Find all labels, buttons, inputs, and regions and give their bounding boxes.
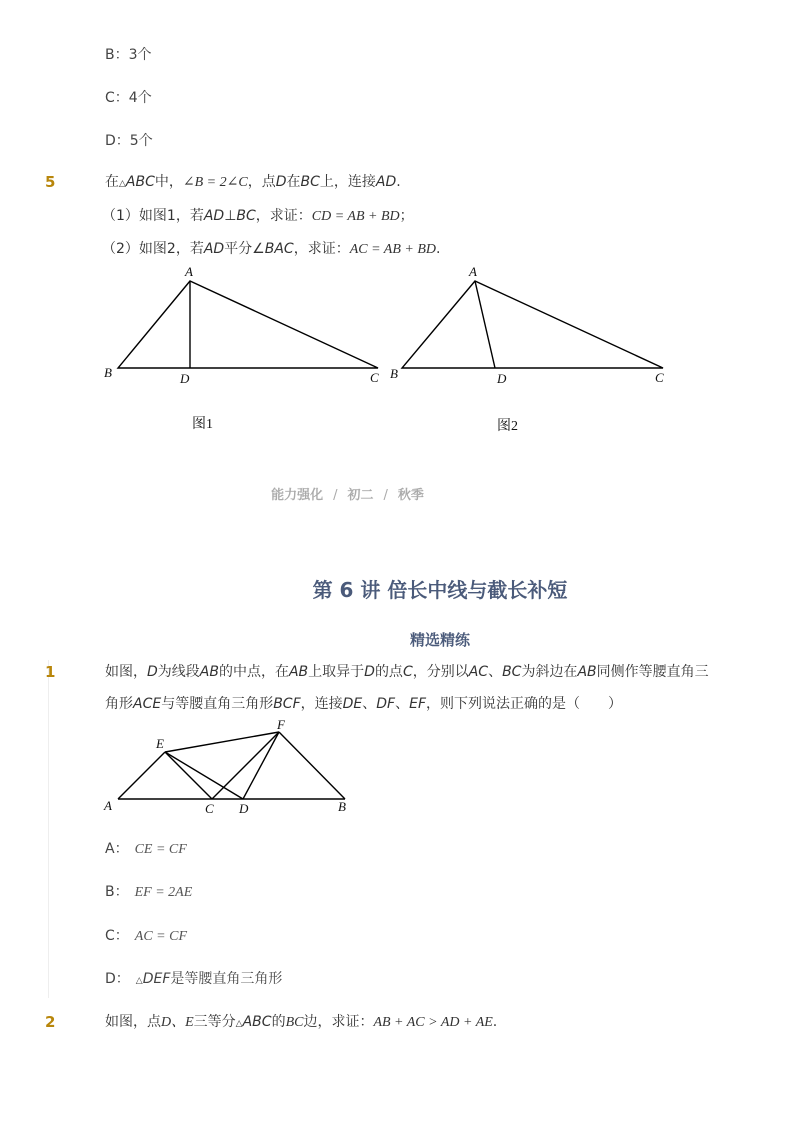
label-a: A <box>469 264 477 279</box>
question-number: 1 <box>45 663 56 681</box>
figure-2 <box>385 262 675 392</box>
question-stem: 在△ABC中，∠B = 2∠C，点D在BC上，连接AD. <box>105 174 401 190</box>
figure-1-caption: 图1 <box>192 417 213 432</box>
label-b: B <box>104 365 112 380</box>
option-b[interactable]: B： EF = 2AE <box>105 884 193 900</box>
section-title: 精选精练 <box>409 631 470 649</box>
question-stem-line-2: 角形ACE与等腰直角三角形BCF，连接DE、DF、EF，则下列说法正确的是（ ） <box>105 696 623 712</box>
label-b: B <box>390 366 398 381</box>
option-c[interactable]: C：4个 <box>105 90 152 106</box>
question-1-figure <box>100 715 360 820</box>
label-c: C <box>655 370 664 385</box>
question-number: 5 <box>45 173 56 191</box>
label-c: C <box>205 801 214 816</box>
label-c: C <box>370 370 379 385</box>
figure-1 <box>100 262 390 392</box>
question-part-1: （1）如图1，若AD⊥BC，求证：CD = AB + BD； <box>102 208 414 224</box>
label-d: D <box>497 371 507 386</box>
label-a: A <box>104 798 112 813</box>
label-d: D <box>180 371 190 386</box>
option-d[interactable]: D：5个 <box>105 133 153 149</box>
question-part-2: （2）如图2，若AD平分∠BAC，求证：AC = AB + BD. <box>102 241 441 257</box>
lecture-title: 第 6 讲 倍长中线与截长补短 <box>312 578 568 602</box>
question-number: 2 <box>45 1013 56 1031</box>
label-a: A <box>185 264 193 279</box>
option-a[interactable]: A： CE = CF <box>105 841 187 857</box>
figure-2-caption: 图2 <box>497 419 518 434</box>
label-b: B <box>338 799 346 814</box>
question-stem: 如图，点D、E三等分△ABC的BC边，求证：AB + AC > AD + AE. <box>105 1014 498 1030</box>
page-footer: 能力强化 / 初二 / 秋季 <box>271 488 424 503</box>
question-stem-line-1: 如图，D为线段AB的中点，在AB上取异于D的点C，分别以AC、BC为斜边在AB同侧作等腰直角三 <box>105 664 709 680</box>
label-d: D <box>239 801 249 816</box>
label-e: E <box>156 736 164 751</box>
label-f: F <box>277 717 285 732</box>
option-b[interactable]: B：3个 <box>105 47 152 63</box>
option-d[interactable]: D： △DEF是等腰直角三角形 <box>105 971 283 987</box>
option-c[interactable]: C： AC = CF <box>105 928 188 944</box>
question-divider <box>48 660 49 998</box>
